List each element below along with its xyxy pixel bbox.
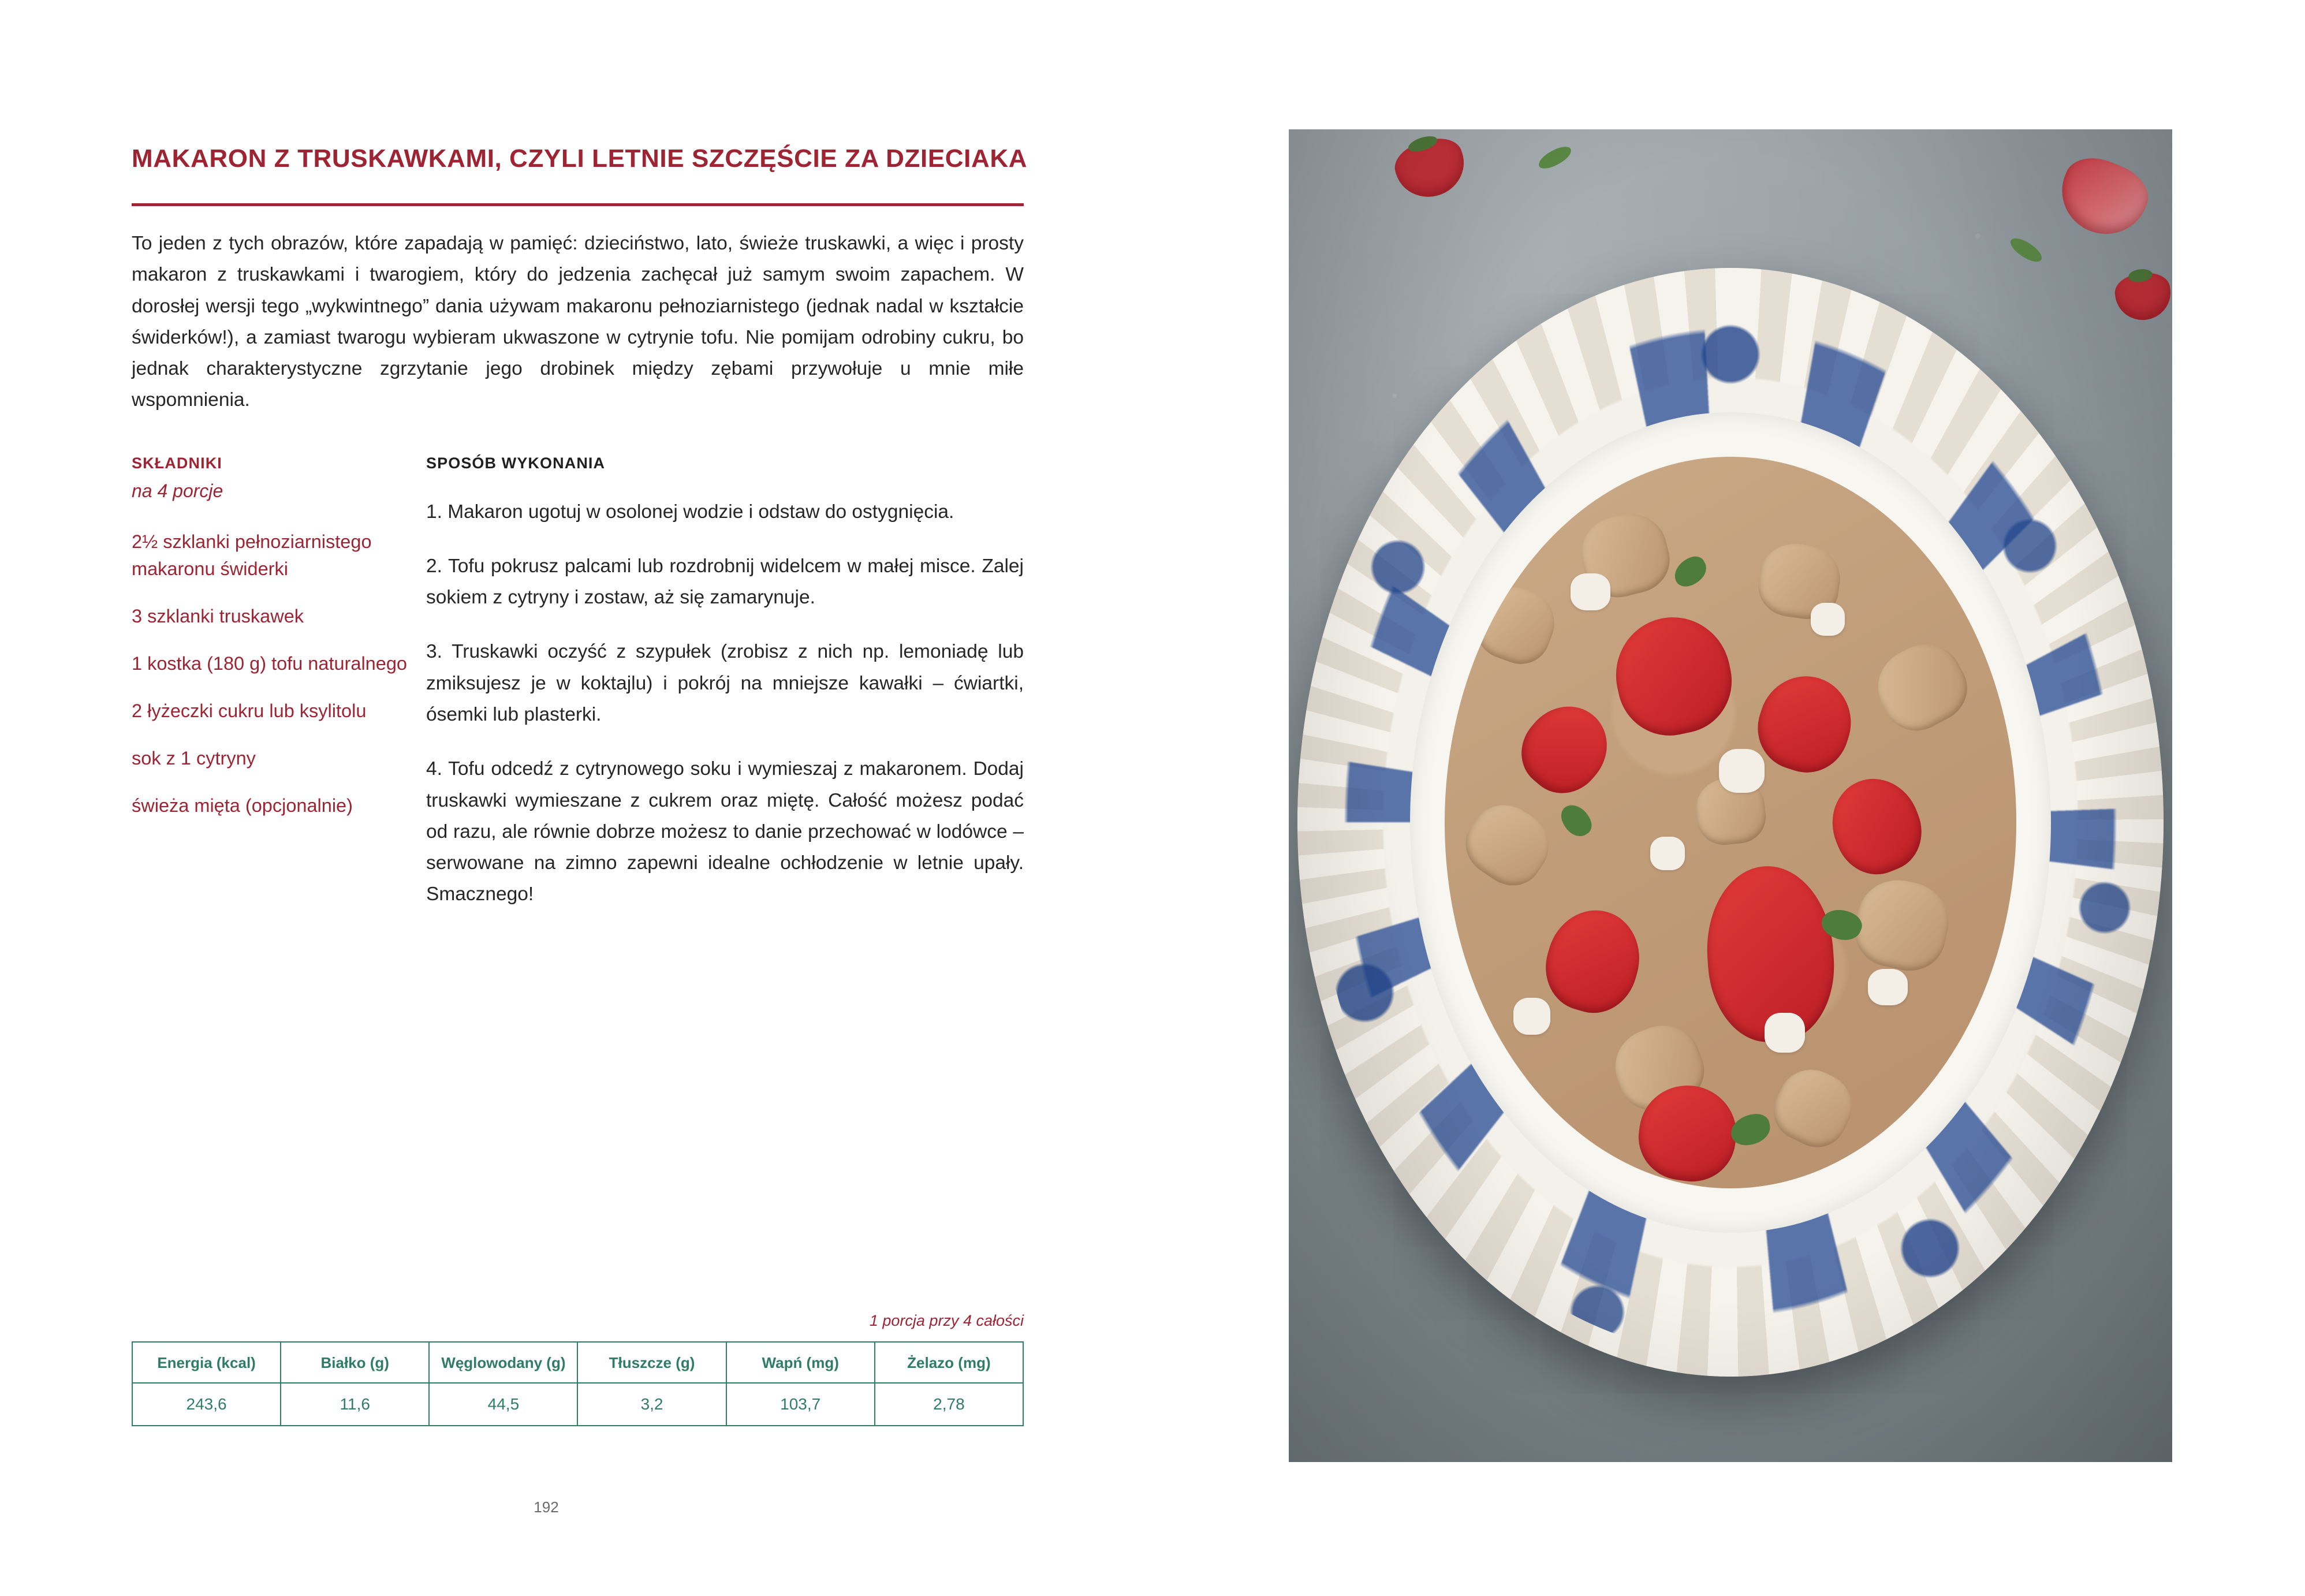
ingredients-column xyxy=(132,454,408,840)
ingredients-heading: SKŁADNIKI xyxy=(132,454,222,472)
list-item: 3. Truskawki oczyść z szypułek (zrobisz z nich np. lemoniadę lub zmiksujesz je w koktajlu) i pokrój na mniejsze kawałki – ćwiartki, ósemki lub plasterki. xyxy=(426,641,1024,725)
list-item: 4. Tofu odcedź z cytrynowego soku i wymieszaj z makaronem. Dodaj truskawki wymieszane z cukrem oraz miętę. Całość możesz podać od razu, ale równie dobrze możesz to danie przechować w lodówce – serwowane na zimno zapewni idealne ochłodzenie w letnie upały. Smacznego! xyxy=(426,758,1024,905)
nutrition-section xyxy=(132,1312,1024,1426)
nutrition-note: 1 porcja przy 4 całości xyxy=(869,1312,1024,1329)
tofu-crumb xyxy=(1513,998,1550,1034)
recipe-intro xyxy=(132,228,1024,416)
list-item: świeża mięta (opcjonalnie) xyxy=(132,795,353,816)
method-heading: SPOSÓB WYKONANIA xyxy=(426,454,606,472)
table-row xyxy=(132,1383,1023,1426)
ingredients-list xyxy=(132,528,408,820)
tofu-crumb xyxy=(1571,573,1610,610)
title-divider xyxy=(132,203,1024,206)
table-cell: 11,6 xyxy=(281,1383,429,1426)
table-header-cell: Energia (kcal) xyxy=(132,1342,281,1383)
list-item: 2½ szklanki pełnoziarnistego makaronu świderki xyxy=(132,531,372,579)
list-item: 1 kostka (180 g) tofu naturalnego xyxy=(132,653,407,674)
tofu-crumb xyxy=(1719,749,1765,793)
method-column xyxy=(426,454,1024,911)
mint-leaf xyxy=(1556,799,1596,842)
pasta-piece xyxy=(1764,1058,1863,1157)
page-folio xyxy=(0,1498,2305,1516)
strawberry-piece xyxy=(1605,607,1741,745)
servings-label: na 4 porcje xyxy=(132,480,223,501)
nutrition-table xyxy=(132,1341,1024,1426)
list-item: 3 szklanki truskawek xyxy=(132,605,304,627)
table-cell: 2,78 xyxy=(875,1383,1023,1426)
table-header-cell: Wapń (mg) xyxy=(726,1342,875,1383)
tofu-crumb xyxy=(1765,1013,1804,1053)
recipe-photo xyxy=(1289,129,2172,1462)
tofu-crumb xyxy=(1650,837,1684,870)
pasta-piece xyxy=(1865,631,1979,743)
method-steps xyxy=(426,497,1024,911)
table-cell: 243,6 xyxy=(132,1383,281,1426)
list-item: sok z 1 cytryny xyxy=(132,748,256,769)
mint-leaf xyxy=(1669,552,1712,591)
page-number: 192 xyxy=(534,1498,559,1516)
table-header-row xyxy=(132,1342,1023,1383)
table-cell: 103,7 xyxy=(726,1383,875,1426)
strawberry-piece xyxy=(1535,900,1651,1023)
pasta-piece xyxy=(1454,792,1561,897)
table-header-cell: Żelazo (mg) xyxy=(875,1342,1023,1383)
strawberry-piece xyxy=(1506,690,1624,809)
tofu-crumb xyxy=(1811,603,1845,636)
strawberry-piece xyxy=(1819,766,1934,886)
decorated-plate xyxy=(1297,268,2164,1377)
left-page-content xyxy=(132,142,1044,911)
table-cell: 44,5 xyxy=(429,1383,577,1426)
recipe-intro-text: To jeden z tych obrazów, które zapadają w pamięć: dzieciństwo, lato, świeże truskawki, a więc i prosty makaron z truskawkami i twarogiem, który do jedzenia zachęcał już samym swoim zapachem. W dorosłej wersji tego „wykwintnego” dania używam makaronu pełnoziarnistego (jednak nadal w kształcie świderków!), a zamiast twarogu wybieram ukwaszone w cytrynie tofu. Nie pomijam odrobiny cukru, bo jednak charakterystyczne zgrzytanie jego drobinek między zębami przywołuje u mnie miłe wspomnienia. xyxy=(132,233,1024,411)
pasta-salad xyxy=(1445,457,2016,1188)
table-header-cell: Węglowodany (g) xyxy=(429,1342,577,1383)
table-cell: 3,2 xyxy=(577,1383,726,1426)
pasta-piece xyxy=(1848,872,1956,978)
recipe-columns xyxy=(132,454,1044,911)
table-header-cell: Białko (g) xyxy=(281,1342,429,1383)
list-item: 2. Tofu pokrusz palcami lub rozdrobnij widelcem w małej misce. Zalej sokiem z cytryny i zostaw, aż się zamarynuje. xyxy=(426,555,1024,609)
list-item: 2 łyżeczki cukru lub ksylitolu xyxy=(132,700,367,722)
photo-background xyxy=(1289,129,2172,1462)
table-header-cell: Tłuszcze (g) xyxy=(577,1342,726,1383)
list-item: 1. Makaron ugotuj w osolonej wodzie i odstaw do ostygnięcia. xyxy=(426,501,954,523)
tofu-crumb xyxy=(1868,969,1908,1005)
page-title: MAKARON Z TRUSKAWKAMI, CZYLI LETNIE SZCZĘŚCIE ZA DZIECIAKA xyxy=(132,144,1028,173)
